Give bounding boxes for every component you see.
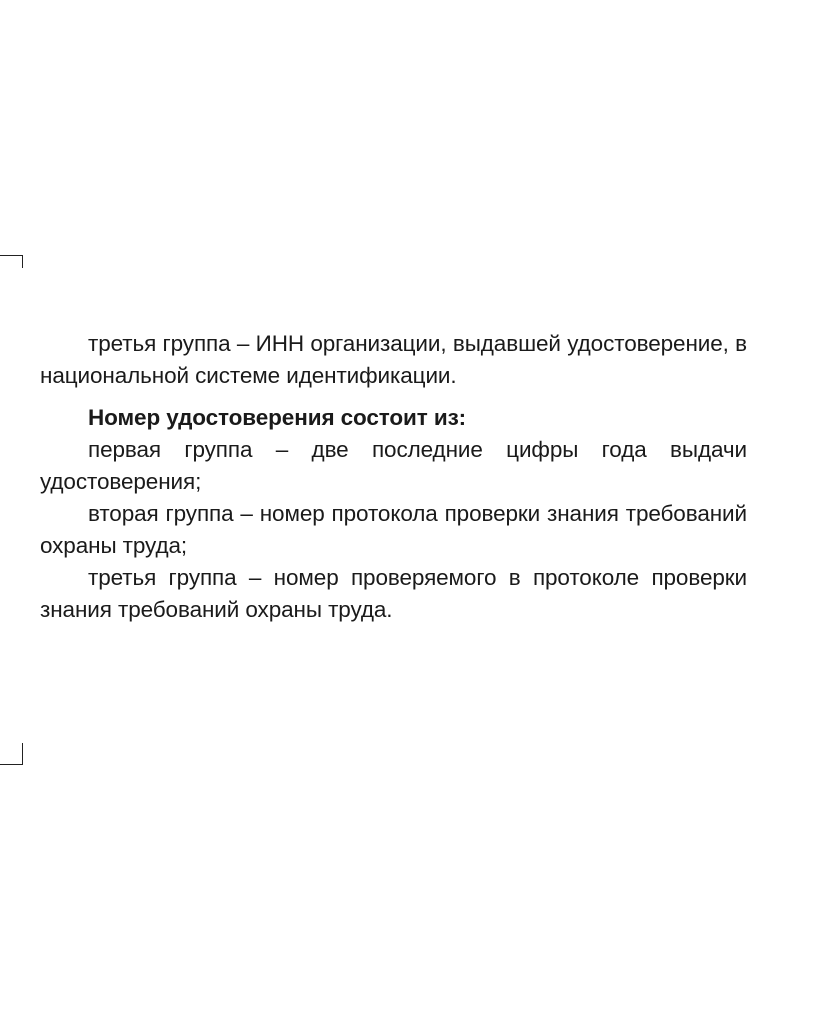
paragraph-second-group: вторая группа – номер протокола проверки знания требований охраны труда;: [40, 501, 747, 558]
paragraph-third-group: третья группа – номер проверяемого в протоколе проверки знания требований охраны труда.: [40, 565, 747, 622]
document-body: [40, 328, 747, 626]
paragraph-inn-group: третья группа – ИНН организации, выдавшей удостоверение, в национальной системе идентификации.: [40, 331, 747, 388]
paragraph-first-group: первая группа – две последние цифры года выдачи удостоверения;: [40, 437, 747, 494]
crop-mark-bottom: [0, 743, 23, 765]
section-heading: Номер удостоверения состоит из:: [88, 405, 467, 430]
crop-mark-top: [0, 255, 23, 268]
